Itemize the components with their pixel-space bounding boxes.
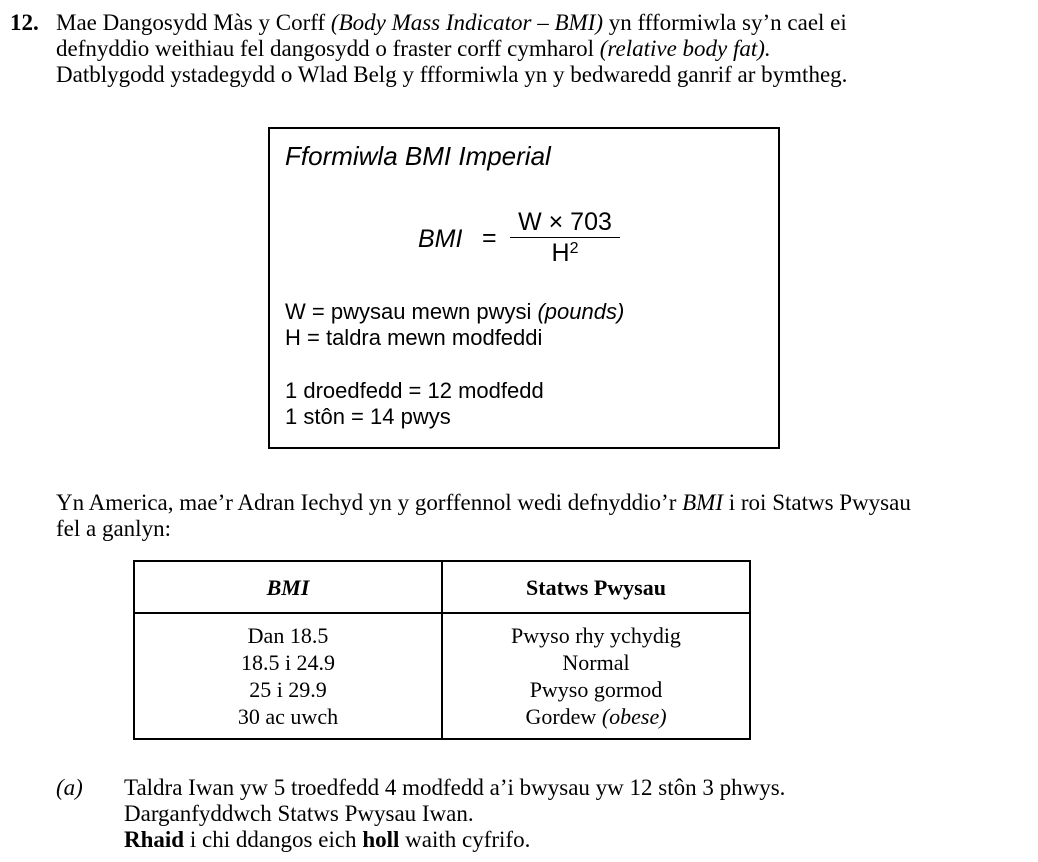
status-column: [442, 613, 750, 739]
intro-line-2: [56, 36, 1036, 62]
intro-text: Mae Dangosydd Màs y Corff: [56, 10, 331, 35]
bmi-range-cell: Dan 18.5: [247, 623, 329, 648]
denominator-exponent: 2: [569, 240, 579, 257]
definition-text: W = pwysau mewn pwysi: [285, 299, 538, 324]
bmi-status-table: [133, 560, 751, 740]
formula-equals: =: [482, 224, 497, 252]
intro-text: defnyddio weithiau fel dangosydd o fraster corff cymharol: [56, 36, 600, 61]
weight-status-paragraph: [56, 490, 1036, 542]
question-number: 12.: [10, 10, 39, 35]
unit-conversion-stone: 1 stôn = 14 pwys: [285, 404, 451, 429]
bmi-range-cell: 18.5 i 24.9: [240, 650, 336, 675]
part-text: i chi ddangos eich: [184, 827, 363, 852]
definition-h: H = taldra mewn modfeddi: [285, 325, 543, 350]
definition-english-term: (pounds): [537, 299, 625, 324]
status-cell: [443, 703, 749, 730]
table-header-status: Statws Pwysau: [442, 561, 750, 613]
paragraph-line-1: [56, 490, 1036, 516]
denominator-base: H: [551, 239, 570, 267]
status-cell: Pwyso rhy ychydig: [511, 623, 681, 648]
bmi-formula: [418, 207, 638, 277]
definition-w: [285, 299, 624, 325]
table-body-row: [134, 613, 750, 739]
status-cell: Pwyso gormod: [529, 677, 663, 702]
formula-denominator: [510, 238, 620, 268]
status-text: Gordew: [525, 704, 602, 729]
intro-line-3: Datblygodd ystadegydd o Wlad Belg y ffformiwla yn y bedwaredd ganrif ar bymtheg.: [56, 62, 848, 87]
paragraph-bmi-term: BMI: [682, 490, 723, 515]
emphasis-text: holl: [362, 827, 400, 852]
intro-english-term: (relative body fat).: [599, 36, 771, 61]
part-text: waith cyfrifo.: [399, 827, 531, 852]
status-cell: Normal: [562, 650, 630, 675]
unit-conversion-feet: 1 droedfedd = 12 modfedd: [285, 378, 544, 403]
paragraph-text: Yn America, mae’r Adran Iechyd yn y gorffennol wedi defnyddio’r: [56, 490, 683, 515]
bmi-range-cell: 30 ac uwch: [237, 704, 339, 729]
question-intro: [56, 10, 1036, 88]
bmi-range-cell: 25 i 29.9: [249, 677, 327, 702]
part-line-2: Darganfyddwch Statws Pwysau Iwan.: [124, 801, 474, 826]
paragraph-text: i roi Statws Pwysau: [723, 490, 911, 515]
intro-english-term: (Body Mass Indicator – BMI): [330, 10, 604, 35]
formula-lhs: BMI: [418, 225, 463, 253]
formula-box-title: Fformiwla BMI Imperial: [285, 141, 551, 171]
unit-conversions: [285, 378, 544, 430]
intro-line-1: [56, 10, 1036, 36]
paragraph-line-2: fel a ganlyn:: [56, 516, 171, 541]
part-line-1: Taldra Iwan yw 5 troedfedd 4 modfedd a’i bwysau yw 12 stôn 3 phwys.: [124, 775, 786, 800]
part-line-3: [124, 827, 1024, 853]
table-header-row: [134, 561, 750, 613]
formula-numerator: W × 703: [510, 207, 620, 238]
intro-text: yn ffformiwla sy’n cael ei: [603, 10, 847, 35]
variable-definitions: [285, 299, 624, 351]
bmi-range-column: [134, 613, 442, 739]
formula-fraction: [510, 207, 620, 268]
table-header-bmi: BMI: [134, 561, 442, 613]
part-label: (a): [56, 775, 83, 800]
emphasis-text: Rhaid: [124, 827, 185, 852]
formula-box: [268, 127, 780, 449]
part-body: [124, 775, 1024, 853]
status-english-term: (obese): [601, 704, 667, 729]
